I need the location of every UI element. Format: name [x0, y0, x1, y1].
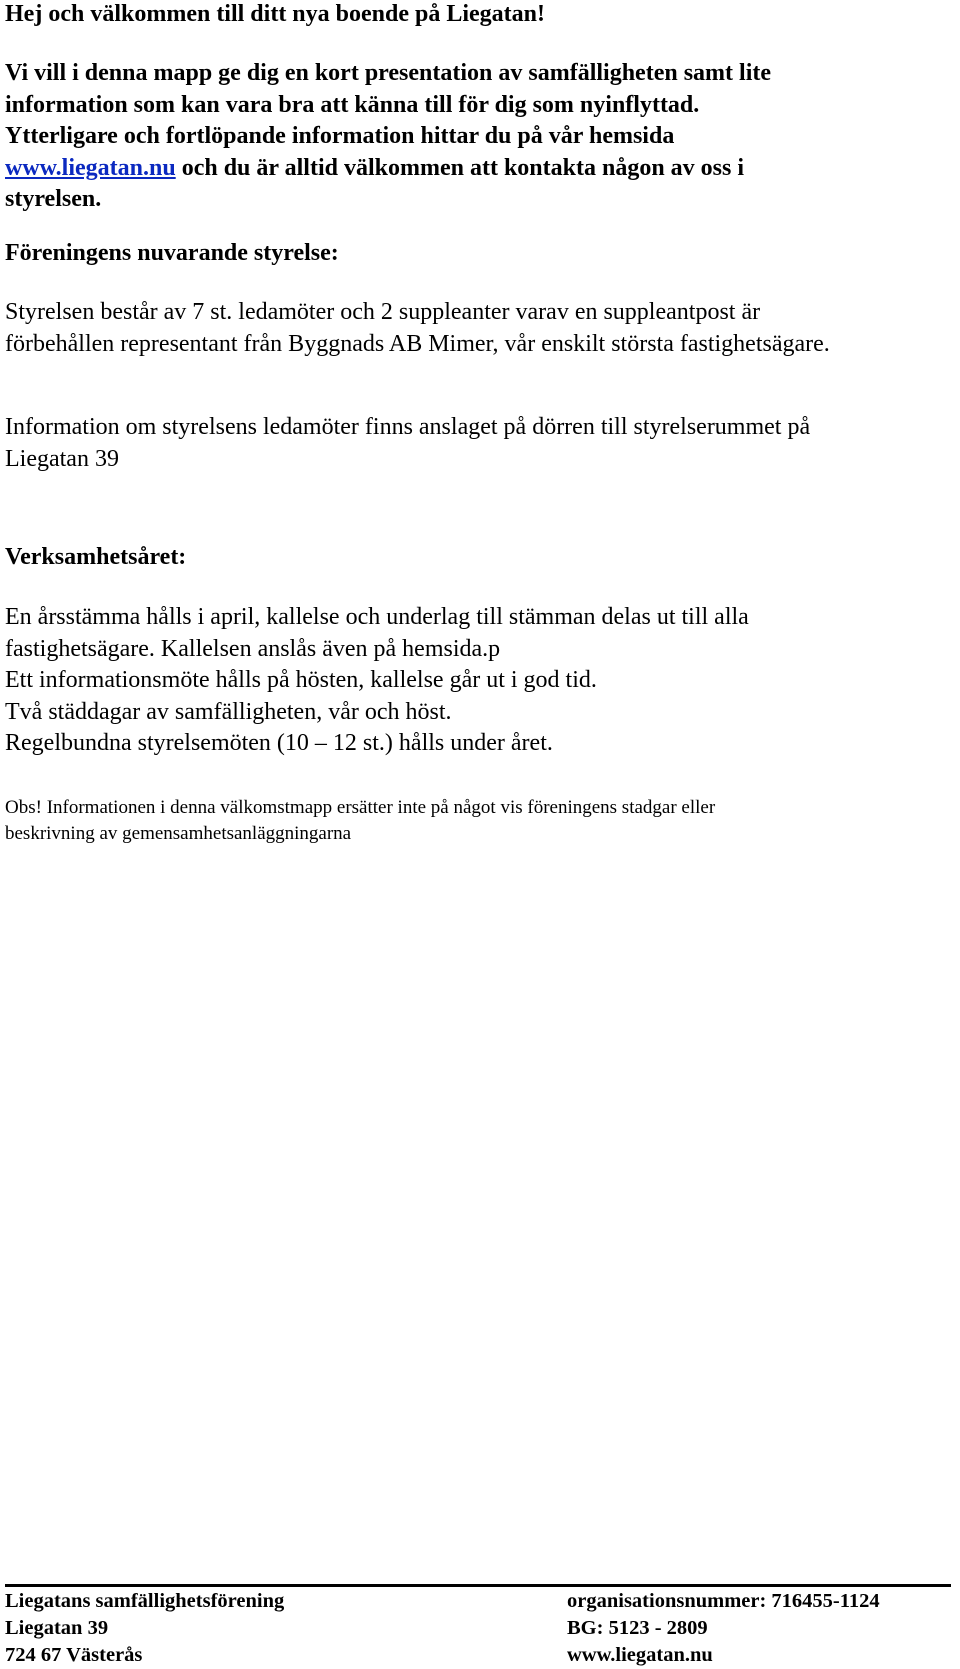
- year-line-2: fastighetsägare. Kallelsen anslås även på hemsida.p: [5, 635, 501, 662]
- board-info-line-1: Information om styrelsens ledamöter finns anslaget på dörren till styrelserummet på: [5, 414, 811, 440]
- board-composition-line-1: Styrelsen består av 7 st. ledamöter och 2 suppleanter varav en suppleantpost är: [5, 299, 761, 325]
- note-line-2: beskrivning av gemensamhetsanläggningarna: [5, 823, 352, 844]
- year-paragraph: [5, 602, 749, 760]
- intro-line-3: Ytterligare och fortlöpande information hittar du på vår hemsida: [5, 123, 675, 149]
- board-heading: Föreningens nuvarande styrelse:: [5, 240, 339, 266]
- note-line-1: Obs! Informationen i denna välkomstmapp ersätter inte på något vis föreningens stadgar eller: [5, 797, 716, 818]
- footer-website: www.liegatan.nu: [567, 1644, 713, 1666]
- board-info: [5, 412, 810, 475]
- board-composition: [5, 297, 830, 360]
- disclaimer-note: [5, 795, 715, 847]
- board-info-line-2: Liegatan 39: [5, 445, 119, 472]
- footer-details: [567, 1588, 880, 1669]
- intro-line-4: [5, 153, 915, 185]
- website-link[interactable]: www.liegatan.nu: [5, 154, 176, 181]
- page-title: Hej och välkommen till ditt nya boende på Liegatan!: [5, 1, 546, 27]
- intro-line-2: information som kan vara bra att känna till för dig som nyinflyttad.: [5, 91, 700, 118]
- footer-bankgiro: BG: 5123 - 2809: [567, 1617, 708, 1639]
- intro-line-1: Vi vill i denna mapp ge dig en kort presentation av samfälligheten samt lite: [5, 60, 772, 86]
- footer-org-number: organisationsnummer: 716455-1124: [567, 1590, 880, 1612]
- year-line-4: Två städdagar av samfälligheten, vår och höst.: [5, 698, 452, 725]
- board-composition-line-2: förbehållen representant från Byggnads AB Mimer, vår enskilt största fastighetsägare.: [5, 330, 830, 357]
- year-heading: Verksamhetsåret:: [5, 544, 187, 570]
- footer-org-name: Liegatans samfällighetsförening: [5, 1590, 285, 1612]
- footer-address: [5, 1588, 284, 1669]
- intro-line-4-rest: och du är alltid välkommen att kontakta någon av oss i: [175, 154, 745, 181]
- footer-city: 724 67 Västerås: [5, 1644, 143, 1666]
- document-page: [5, 0, 955, 1666]
- year-line-1: En årsstämma hålls i april, kallelse och underlag till stämman delas ut till alla: [5, 604, 749, 630]
- footer-divider: [5, 1584, 951, 1587]
- intro-line-5: styrelsen.: [5, 186, 102, 212]
- intro-paragraph: [5, 58, 915, 216]
- footer-street: Liegatan 39: [5, 1617, 109, 1639]
- year-line-3: Ett informationsmöte hålls på hösten, kallelse går ut i god tid.: [5, 667, 597, 693]
- year-line-5: Regelbundna styrelsemöten (10 – 12 st.) hålls under året.: [5, 730, 553, 756]
